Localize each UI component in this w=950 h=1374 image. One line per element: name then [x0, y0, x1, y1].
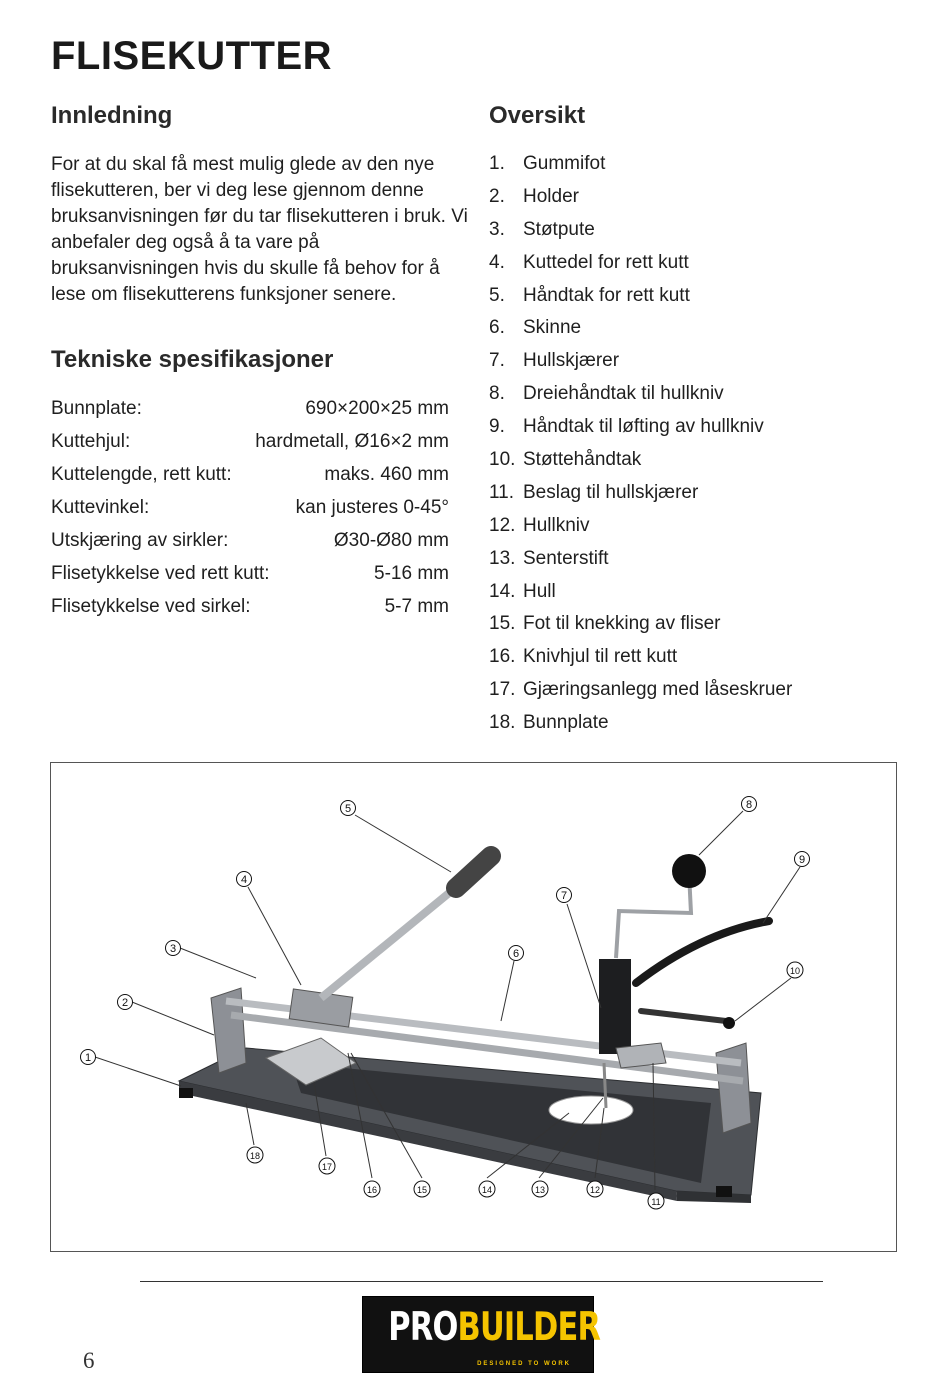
item-label: Fot til knekking av fliser	[523, 613, 721, 635]
item-label: Beslag til hullskjærer	[523, 481, 699, 503]
specs-table	[51, 392, 449, 623]
lever-grip	[456, 856, 491, 888]
item-number: 14.	[489, 580, 516, 602]
spec-label: Kuttelengde, rett kutt:	[51, 464, 232, 485]
item-number: 6.	[489, 317, 505, 339]
specs-heading: Tekniske spesifikasjoner	[51, 346, 334, 373]
leader-line	[763, 867, 800, 923]
item-label: Hullkniv	[523, 514, 590, 536]
spec-row	[51, 491, 449, 524]
item-label: Kuttedel for rett kutt	[523, 251, 689, 273]
list-item	[489, 707, 792, 740]
item-number: 3.	[489, 218, 505, 240]
spec-label: Kuttevinkel:	[51, 497, 150, 518]
item-label: Skinne	[523, 317, 582, 339]
tile-cutter-figure	[50, 762, 897, 1252]
spec-row	[51, 425, 449, 458]
list-item	[489, 510, 792, 543]
item-number: 11.	[489, 481, 515, 503]
spec-label: Flisetykkelse ved rett kutt:	[51, 563, 270, 584]
spec-value: 5-16 mm	[374, 563, 449, 584]
leader-line	[246, 1103, 254, 1145]
overview-list	[489, 148, 792, 740]
item-label: Støtpute	[523, 218, 595, 240]
spec-value: 5-7 mm	[384, 596, 449, 617]
support-handle-knob	[723, 1017, 735, 1029]
item-label: Bunnplate	[523, 712, 609, 734]
list-item	[489, 411, 792, 444]
hole	[549, 1096, 633, 1124]
list-item	[489, 312, 792, 345]
item-label: Hullskjærer	[523, 350, 620, 372]
list-item	[489, 345, 792, 378]
callout-17: 17	[321, 1162, 333, 1172]
list-item	[489, 181, 792, 214]
page-title: FLISEKUTTER	[51, 34, 333, 78]
list-item	[489, 543, 792, 576]
callout-13: 13	[534, 1185, 546, 1195]
item-number: 1.	[489, 153, 505, 174]
page-number: 6	[83, 1348, 95, 1373]
list-item	[489, 608, 792, 641]
hole-cutter-bracket	[616, 1043, 666, 1068]
leader-line	[699, 811, 743, 855]
callout-1: 1	[84, 1052, 92, 1064]
rubber-foot-icon	[179, 1088, 193, 1098]
logo-builder: BUILDER	[457, 1305, 601, 1350]
crank-knob	[672, 854, 706, 888]
spec-label: Kuttehjul:	[51, 431, 131, 452]
callout-10: 10	[789, 966, 801, 976]
item-number: 16.	[489, 646, 516, 668]
spec-row	[51, 557, 449, 590]
item-label: Håndtak til løfting av hullkniv	[523, 416, 764, 438]
callout-18: 18	[249, 1151, 261, 1161]
item-label: Senterstift	[523, 547, 609, 569]
callout-2: 2	[121, 997, 129, 1009]
item-label: Gummifot	[523, 153, 606, 174]
callout-4: 4	[240, 874, 248, 886]
list-item	[489, 444, 792, 477]
list-item	[489, 477, 792, 510]
item-number: 17.	[489, 679, 516, 701]
list-item	[489, 674, 792, 707]
item-label: Knivhjul til rett kutt	[523, 646, 678, 668]
intro-heading: Innledning	[51, 102, 173, 129]
callout-8: 8	[745, 799, 753, 811]
intro-paragraph: For at du skal få mest mulig glede av den nye flisekutteren, ber vi deg lese gjennom denne bruksanvisningen før du tar flisekutteren i bruk. Vi anbefaler deg også å ta vare på bruksanvisningen hvis du skulle få behov for å lese om flisekutterens funksjoner senere.	[51, 154, 468, 305]
spec-value: hardmetall, Ø16×2 mm	[255, 431, 449, 452]
callout-11: 11	[651, 1197, 661, 1207]
crank-handle	[616, 873, 691, 958]
item-label: Hull	[523, 580, 556, 602]
spec-row	[51, 524, 449, 557]
list-item	[489, 148, 792, 181]
spec-value: maks. 460 mm	[324, 464, 449, 485]
leader-line	[95, 1057, 181, 1086]
callout-5: 5	[344, 803, 352, 815]
spec-label: Bunnplate:	[51, 398, 142, 419]
item-label: Gjæringsanlegg med låseskruer	[523, 679, 793, 701]
list-item	[489, 280, 792, 313]
item-number: 2.	[489, 185, 505, 207]
leader-line	[501, 961, 514, 1021]
hole-cutter-column	[599, 959, 631, 1054]
list-item	[489, 576, 792, 609]
spec-label: Utskjæring av sirkler:	[51, 530, 229, 551]
item-number: 10.	[489, 449, 516, 471]
spec-value: kan justeres 0-45°	[295, 497, 449, 518]
list-item	[489, 378, 792, 411]
leader-line	[248, 887, 301, 985]
spec-value: Ø30-Ø80 mm	[333, 530, 449, 551]
probuilder-logo	[362, 1296, 601, 1373]
item-number: 18.	[489, 712, 516, 734]
callout-16: 16	[366, 1185, 378, 1195]
spec-row	[51, 392, 449, 425]
list-item	[489, 247, 792, 280]
item-label: Dreiehåndtak til hullkniv	[523, 383, 724, 405]
item-number: 12.	[489, 514, 516, 536]
item-label: Holder	[523, 185, 579, 207]
callout-6: 6	[512, 948, 520, 960]
item-label: Håndtak for rett kutt	[523, 284, 690, 306]
item-number: 8.	[489, 383, 505, 405]
spec-row	[51, 590, 449, 623]
leader-line	[180, 948, 256, 978]
logo-wordmark	[388, 1305, 601, 1350]
item-number: 9.	[489, 416, 505, 438]
callout-14: 14	[481, 1185, 493, 1195]
callout-3: 3	[169, 943, 177, 955]
overview-heading: Oversikt	[489, 102, 586, 129]
spec-row	[51, 458, 449, 491]
leader-line	[355, 815, 451, 872]
item-number: 7.	[489, 350, 505, 372]
item-label: Støttehåndtak	[523, 449, 642, 471]
logo-tagline: DESIGNED TO WORK	[477, 1361, 571, 1367]
callout-12: 12	[589, 1185, 601, 1195]
leader-line	[735, 978, 791, 1021]
list-item	[489, 641, 792, 674]
support-handle	[641, 1011, 726, 1021]
item-number: 13.	[489, 547, 516, 569]
item-number: 4.	[489, 251, 505, 273]
item-number: 15.	[489, 613, 516, 635]
hole-knife	[604, 1063, 606, 1108]
list-item	[489, 214, 792, 247]
logo-pro: PRO	[388, 1305, 458, 1350]
spec-value: 690×200×25 mm	[305, 398, 449, 419]
footer-divider	[140, 1281, 823, 1282]
leader-line	[132, 1002, 214, 1035]
rubber-foot-icon	[716, 1186, 732, 1197]
item-number: 5.	[489, 284, 505, 306]
callout-15: 15	[416, 1185, 428, 1195]
spec-label: Flisetykkelse ved sirkel:	[51, 596, 251, 617]
lift-handle	[636, 921, 769, 983]
leader-line	[567, 904, 601, 1008]
callout-9: 9	[798, 854, 806, 866]
tile-cutter-illustration	[51, 763, 897, 1252]
callout-7: 7	[560, 890, 568, 902]
